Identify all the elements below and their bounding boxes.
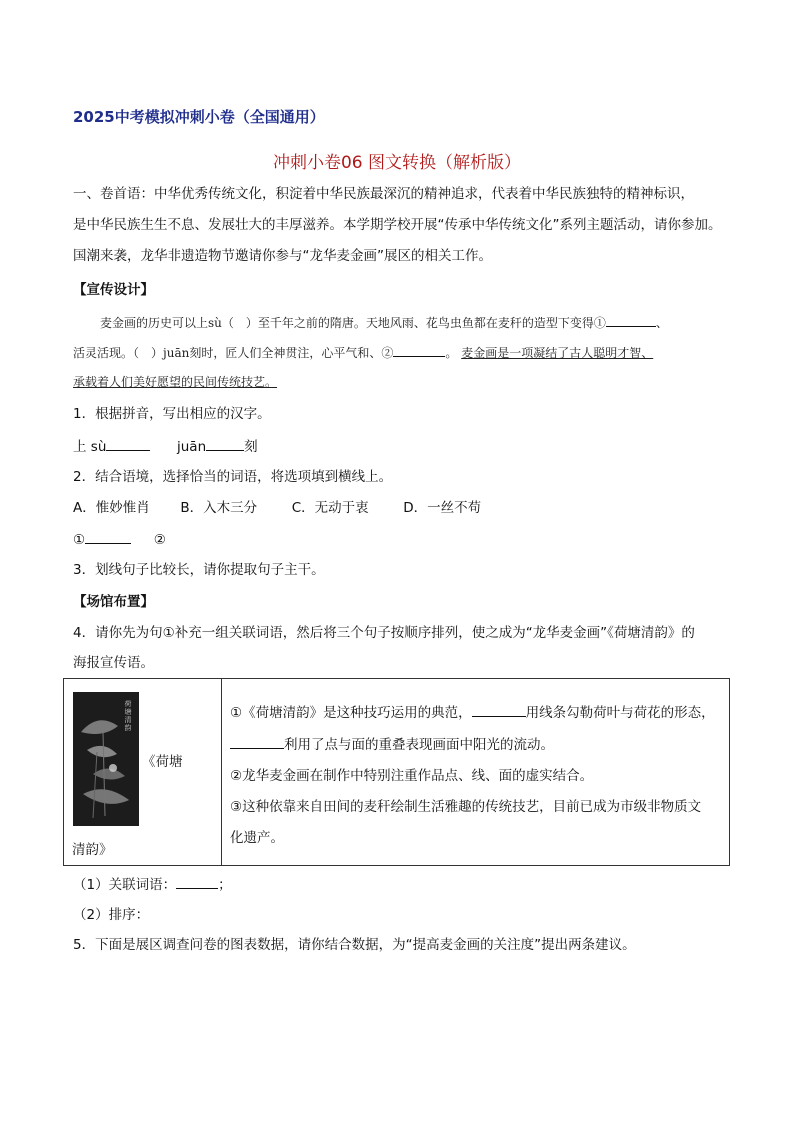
painting-title: 荷塘清韵 [124,700,132,732]
answer-blank [176,874,218,889]
passage-text: 。 [445,346,458,360]
sentence-2: ②龙华麦金画在制作中特别注重作品点、线、面的虚实结合。 [230,768,594,784]
passage-text: 、 [655,316,668,330]
intro-line-2: 是中华民族生生不息、发展壮大的丰厚滋养。本学期学校开展“传承中华传统文化”系列主题活动，请你参加。 [73,217,722,233]
sentence-3-line-1: ③这种依靠来自田间的麦秆绘制生活雅趣的传统技艺，目前已成为市级非物质文 [230,799,702,815]
answer-label: juān [176,439,207,455]
answer-blank [106,436,150,451]
option-b: B．入木三分 [180,500,258,516]
passage-text: 活灵活现。（ ）juān刻时，匠人们全神贯注，心平气和、② [73,346,394,360]
question-4-sub-2: （2）排序： [73,907,150,923]
intro-line-3: 国潮来袭，龙华非遗造物节邀请你参与“龙华麦金画”展区的相关工作。 [73,248,492,264]
question-5: 5．下面是展区调查问卷的图表数据，请你结合数据，为“提高麦金画的关注度”提出两条建议。 [73,937,636,953]
answer-label: 刻 [244,439,258,455]
answer-blank [230,734,284,749]
underlined-sentence: 麦金画是一项凝结了古人聪明才智、 [461,346,654,360]
sentence-3-line-2: 化遗产。 [230,830,284,846]
option-d: D．一丝不苟 [403,500,482,516]
blank-label: ② [153,532,166,548]
sub-question-end: ； [218,877,232,893]
poster-text-cell [222,679,730,866]
section-publicity-heading: 【宣传设计】 [73,282,154,298]
passage-line-1 [100,312,668,333]
question-1: 1．根据拼音，写出相应的汉字。 [73,406,271,422]
sub-question-label: （1）关联词语： [73,877,177,893]
sentence-text: ①《荷塘清韵》是这种技巧运用的典范， [230,705,472,721]
underlined-sentence-end: 承载着人们美好愿望的民间传统技艺。 [73,375,278,389]
painting-image [73,692,139,826]
option-a: A．惟妙惟肖 [73,500,150,516]
series-title: 2025中考模拟冲刺小卷（全国通用） [73,108,325,126]
question-4-line-1: 4．请你先为句①补充一组关联词语，然后将三个句子按顺序排列，使之成为“龙华麦金画”《荷塘清韵》的 [73,625,695,641]
sentence-text: 利用了点与面的重叠表现画面中阳光的流动。 [284,737,554,753]
question-3: 3．划线句子比较长，请你提取句子主干。 [73,562,325,578]
question-1-answers [73,436,258,457]
sentence-1-line-1 [230,701,715,721]
section-venue-heading: 【场馆布置】 [73,594,154,610]
answer-blank [206,436,244,451]
answer-blank [606,312,656,327]
intro-line-1: 一、卷首语：中华优秀传统文化，积淀着中华民族最深沉的精神追求，代表着中华民族独特的精神标识， [73,186,694,202]
poster-image-cell [64,679,222,866]
answer-blank [85,529,131,544]
question-4-line-2: 海报宣传语。 [73,655,154,671]
image-caption: 《荷塘 [142,754,183,770]
answer-label: 上 sù [73,439,107,455]
answer-blank [393,342,445,357]
question-4-sub-1 [73,874,232,895]
sentence-text: 用线条勾勒荷叶与荷花的形态， [525,705,715,721]
blank-label: ① [73,532,86,548]
question-2: 2．结合语境，选择恰当的词语，将选项填到横线上。 [73,469,393,485]
question-2-options [73,498,481,518]
paper-title: 冲刺小卷06 图文转换（解析版） [272,153,522,173]
question-2-blanks [73,529,166,550]
passage-text: 麦金画的历史可以上sù（ ）至千年之前的隋唐。天地风雨、花鸟虫鱼都在麦秆的造型下变得① [100,316,606,330]
answer-blank [472,702,526,717]
sentence-1-line-2 [230,733,554,753]
image-caption: 清韵》 [72,842,113,858]
passage-line-2 [73,342,653,363]
poster-table [63,678,730,866]
option-c: C．无动于衷 [291,500,369,516]
